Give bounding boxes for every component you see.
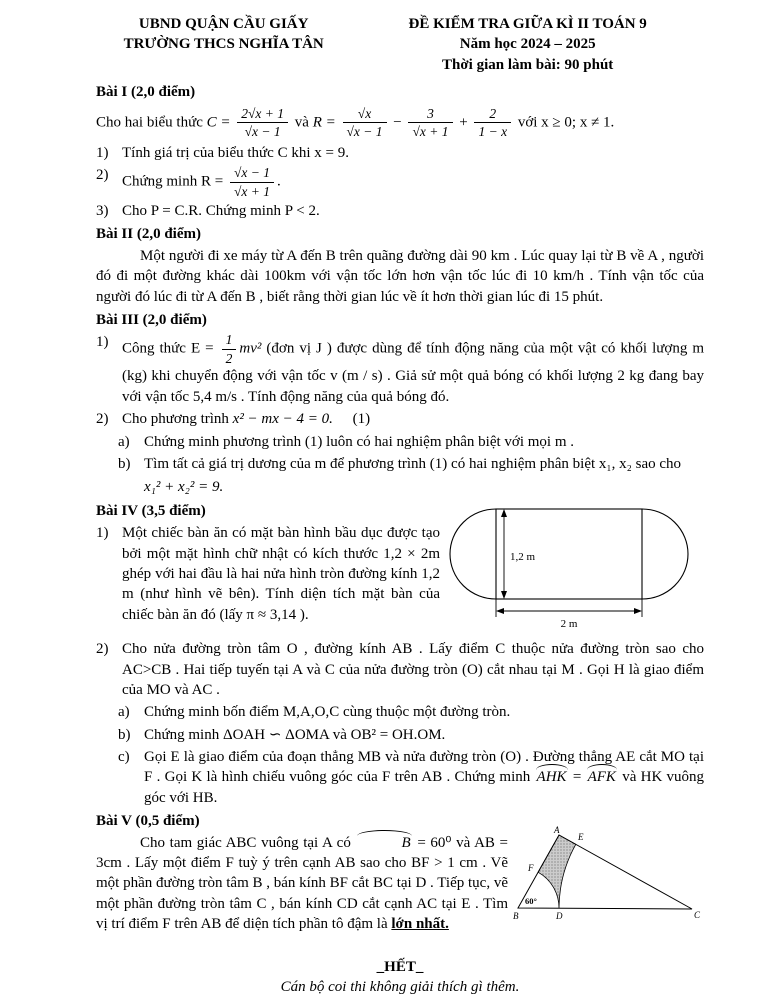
- bai1-item2: [96, 165, 704, 199]
- text-run: Chứng minh R =: [122, 173, 224, 190]
- item-text: Chứng minh bốn điểm M,A,O,C cùng thuộc một đường tròn.: [144, 704, 511, 721]
- text-run: = 60⁰ và AB = 3cm . Lấy một điểm F tuỳ ý trên cạnh AB sao cho BF > 1 cm . Vẽ một phần đường tròn tâm B , bán kính BF cắt BC tại D . Tiếp tục, vẽ một phần đường tròn tâm C , bán kính CD cắt cạnh AC tại E . Tìm vị trí điểm F trên AB để diện tích phần tô đậm là: [96, 834, 509, 933]
- fraction-denominator: √x − 1: [346, 124, 383, 140]
- angle-ahk: AHK: [535, 767, 569, 787]
- item-number: 2): [96, 411, 109, 428]
- fraction-numerator: 1: [222, 332, 237, 350]
- fraction-c: [237, 106, 288, 140]
- item-number: 3): [96, 203, 109, 220]
- shaded-region: [538, 835, 576, 908]
- fraction-r2: [408, 106, 452, 140]
- header-left: [96, 14, 351, 75]
- item-letter: b): [118, 726, 131, 743]
- bai2-body: Một người đi xe máy từ A đến B trên quãng đường dài 90 km . Lúc quay lại từ B về A , người đó đi một đường khác dài 100km với vận tốc lớn hơn vận tốc lúc đi 10 km/h . Tính vận tốc của người đó lúc đi từ A đến B , biết rằng thời gian lúc về ít hơn thời gian lúc đi 15 phút.: [96, 247, 704, 305]
- bai3-item2a: [118, 432, 704, 452]
- item-letter: a): [118, 433, 130, 450]
- arrowhead-right: [634, 608, 642, 614]
- exam-title: ĐỀ KIỂM TRA GIỮA KÌ II TOÁN 9: [408, 16, 647, 32]
- fraction-numerator: √x − 1: [230, 165, 274, 183]
- equation-tag: (1): [352, 411, 371, 428]
- text-run: Cho phương trình: [122, 411, 229, 428]
- stadium-right-cap: [642, 509, 688, 599]
- item-number: 1): [96, 525, 109, 542]
- item-letter: c): [118, 749, 130, 766]
- height-label: 1,2 m: [510, 550, 536, 563]
- angle-b-hat: B: [356, 833, 413, 853]
- item-text: Tính giá trị của biểu thức C khi x = 9.: [122, 144, 349, 161]
- stadium-diagram: [446, 503, 704, 631]
- fraction-denominator: 1 − x: [478, 124, 508, 140]
- bai1-item1: [96, 143, 704, 163]
- bai4-item2a: [118, 702, 704, 722]
- expression-c-label: C =: [206, 114, 231, 131]
- condition-text: với x ≥ 0; x ≠ 1.: [517, 114, 615, 131]
- school-name: TRƯỜNG THCS NGHĨA TÂN: [123, 36, 324, 53]
- vertex-label-c: C: [694, 910, 701, 921]
- fraction-r3: [474, 106, 511, 140]
- bai1-item3: [96, 201, 704, 221]
- item-text: Một chiếc bàn ăn có mặt bàn hình bầu dục được tạo bởi một mặt hình chữ nhật có kích thước 1,2 × 2m ghép với hai đầu là hai nửa hình tròn đường kính 1,2 m (như hình vẽ bên). Tính diện tích mặt bàn của chiếc bàn ăn đó (lấy π ≈ 3,14 ).: [122, 525, 440, 623]
- triangle-figure: [512, 825, 704, 956]
- fraction-numerator: √x: [343, 106, 387, 124]
- item-text: [122, 409, 704, 429]
- bai3-item2: [96, 409, 704, 429]
- header: [96, 14, 704, 75]
- fraction-numerator: 2: [474, 106, 511, 124]
- fraction-denominator: √x + 1: [233, 183, 270, 199]
- equation: x² − mx − 4 = 0.: [232, 411, 333, 428]
- fraction-denominator: 2: [225, 350, 233, 366]
- text-run: Cho hai biểu thức: [96, 114, 203, 131]
- item-text: Chứng minh phương trình (1) luôn có hai nghiệm phân biệt với mọi m .: [144, 433, 574, 450]
- fraction-denominator: √x − 1: [244, 124, 281, 140]
- item-text: Cho P = C.R. Chứng minh P < 2.: [122, 203, 320, 220]
- fraction-r1: [343, 106, 387, 140]
- exam-duration: Thời gian làm bài: 90 phút: [442, 56, 614, 73]
- item-number: 2): [96, 641, 109, 658]
- vertex-label-b: B: [513, 911, 519, 922]
- text-run: (đơn vị J ) được dùng để tính động năng của một vật có khối lượng m (kg) khi chuyển động với vận tốc v (m / s) . Giả sử một quả bóng có khối lượng 2 kg đang bay với vận tốc 5,4 m/s . Tính động năng của quả bóng đó.: [122, 340, 705, 405]
- vertex-label-a: A: [554, 825, 560, 836]
- table-top-figure: [446, 503, 704, 637]
- item-text: [144, 747, 704, 808]
- item-number: 1): [96, 334, 109, 351]
- triangle-diagram: [512, 825, 704, 950]
- bai5-heading: Bài V (0,5 điểm): [96, 813, 200, 830]
- bai4-item2c: [118, 747, 704, 808]
- fraction-result: [230, 165, 274, 199]
- end-mark: _HẾT_: [376, 958, 424, 975]
- bai1-intro: [96, 106, 704, 140]
- footer: [96, 957, 704, 994]
- fraction-numerator: 2√x + 1: [237, 106, 288, 124]
- math-term: mv²: [239, 340, 262, 357]
- text-run: Cho tam giác ABC vuông tại A có: [140, 834, 351, 851]
- item-text: Cho nửa đường tròn tâm O , đường kính AB . Lấy điểm C thuộc nửa đường tròn sao cho AC>CB . Hai tiếp tuyến tại A và C của nửa đường tròn (O) cắt nhau tại M . Gọi H là giao điểm của MO và AC .: [122, 641, 704, 698]
- bai4-item2b: [118, 725, 704, 745]
- section-bai4: [96, 501, 704, 809]
- bai3-item1: [96, 332, 704, 407]
- math-operator: +: [459, 114, 468, 131]
- section-bai1: [96, 82, 704, 221]
- angle-label-60: 60°: [525, 896, 537, 907]
- section-bai5: [96, 811, 704, 934]
- bai4-item1: [96, 523, 440, 625]
- emphasis-text: lớn nhất.: [391, 916, 449, 933]
- proctor-note: Cán bộ coi thi không giải thích gì thêm.: [280, 979, 520, 994]
- arrowhead-down: [501, 591, 507, 599]
- item-letter: b): [118, 455, 131, 472]
- section-bai3: [96, 310, 704, 498]
- point-label-e: E: [578, 832, 584, 843]
- angle-afk: AFK: [586, 767, 618, 787]
- text-run: và: [294, 114, 309, 131]
- point-label-f: F: [528, 863, 534, 874]
- arrowhead-left: [496, 608, 504, 614]
- bai3-heading: Bài III (2,0 điểm): [96, 311, 207, 328]
- bai4-item2: [96, 639, 704, 700]
- fraction-half: [222, 332, 237, 366]
- math-operator: −: [393, 114, 402, 131]
- point-label-d: D: [556, 911, 563, 922]
- fraction-denominator: √x + 1: [412, 124, 449, 140]
- school-year: Năm học 2024 – 2025: [459, 36, 596, 53]
- bai1-heading: Bài I (2,0 điểm): [96, 84, 196, 101]
- text-run: .: [276, 173, 281, 190]
- item-number: 2): [96, 166, 109, 183]
- fraction-numerator: 3: [408, 106, 452, 124]
- bai2-heading: Bài II (2,0 điểm): [96, 226, 201, 243]
- stadium-left-cap: [450, 509, 496, 599]
- item-text: [122, 165, 704, 199]
- width-label: 2 m: [560, 617, 578, 630]
- item-letter: a): [118, 704, 130, 721]
- org-name: UBND QUẬN CẦU GIẤY: [138, 16, 309, 32]
- item-text: [122, 332, 704, 407]
- item-text: [144, 454, 704, 498]
- item-text: Chứng minh ΔOAH ∽ ΔOMA và OB² = OH.OM.: [144, 726, 446, 743]
- bai4-heading: Bài IV (3,5 điểm): [96, 502, 206, 519]
- text-run: Gọi E là giao điểm của đoạn thẳng MB và nửa đường tròn (O) . Đường thẳng AE cắt MO tại F . Gọi K là hình chiếu vuông góc của F trên AB . Chứng minh: [144, 749, 704, 786]
- item-number: 1): [96, 144, 109, 161]
- text-run: và HK vuông góc với HB.: [144, 769, 705, 806]
- header-right: [351, 14, 704, 75]
- section-bai2: [96, 224, 704, 307]
- expression-r-label: R =: [312, 114, 336, 131]
- text-run: Tìm tất cả giá trị dương của m để phương trình (1) có hai nghiệm phân biệt x₁, x₂ sao cho: [144, 455, 682, 472]
- equation: x₁² + x₂² = 9.: [144, 479, 224, 496]
- arrowhead-up: [501, 509, 507, 517]
- math-operator: =: [572, 769, 582, 786]
- bai3-item2b: [118, 454, 704, 498]
- text-run: Công thức E =: [122, 340, 214, 357]
